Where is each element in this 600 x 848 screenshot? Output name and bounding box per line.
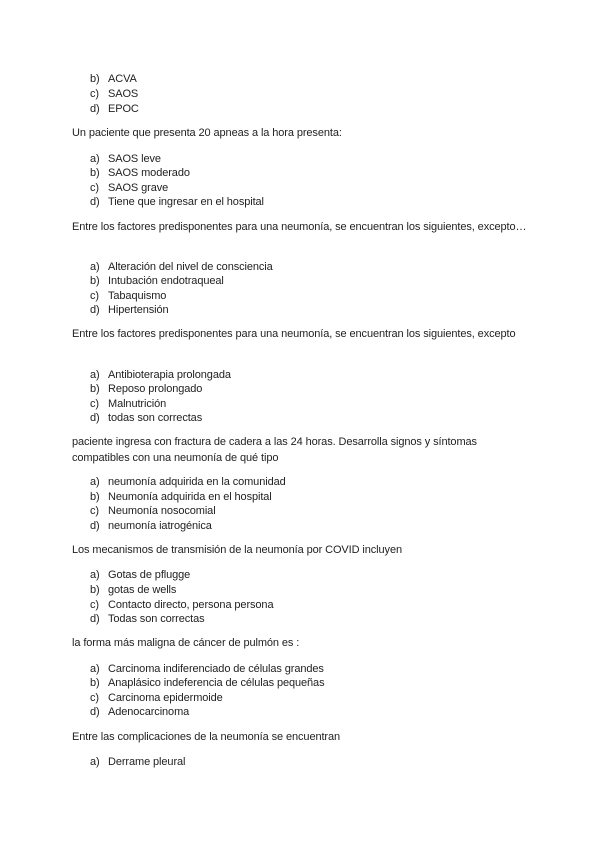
option-a: a) Derrame pleural: [90, 756, 186, 768]
question-text: Entre los factores predisponentes para una neumonía, se encuentran los siguientes, excepto…: [72, 221, 527, 233]
option-a: a) Carcinoma indiferenciado de células grandes: [90, 663, 324, 675]
option-b: b) Neumonía adquirida en el hospital: [90, 491, 272, 503]
option-b: b) SAOS moderado: [90, 167, 190, 179]
question-text: paciente ingresa con fractura de cadera a las 24 horas. Desarrolla signos y síntomas compatibles con una neumonía de qué tipo: [72, 436, 477, 464]
option-a: a) Gotas de pflugge: [90, 569, 191, 581]
question-text: Entre las complicaciones de la neumonía se encuentran: [72, 731, 341, 743]
question-text: Un paciente que presenta 20 apneas a la hora presenta:: [72, 127, 342, 139]
option-a: a) neumonía adquirida en la comunidad: [90, 476, 286, 488]
option-b: b) Anaplásico indeferencia de células pequeñas: [90, 677, 325, 689]
option-b: b) Intubación endotraqueal: [90, 275, 224, 287]
option-d: d) todas son correctas: [90, 412, 203, 424]
option-b: b) Reposo prolongado: [90, 383, 203, 395]
option-b: b) ACVA: [90, 73, 137, 85]
option-d: d) Hipertensión: [90, 304, 169, 316]
option-c: c) Malnutrición: [90, 398, 167, 410]
option-c: c) Carcinoma epidermoide: [90, 692, 223, 704]
option-c: c) Tabaquismo: [90, 290, 167, 302]
option-c: c) Contacto directo, persona persona: [90, 599, 274, 611]
option-d: d) neumonía iatrogénica: [90, 520, 212, 532]
question-text: la forma más maligna de cáncer de pulmón es :: [72, 637, 300, 649]
option-d: d) Tiene que ingresar en el hospital: [90, 196, 264, 208]
question-text: Entre los factores predisponentes para una neumonía, se encuentran los siguientes, excepto: [72, 328, 516, 340]
option-c: c) SAOS grave: [90, 182, 169, 194]
option-a: a) Alteración del nivel de consciencia: [90, 261, 273, 273]
option-c: c) Neumonía nosocomial: [90, 505, 216, 517]
option-a: a) SAOS leve: [90, 153, 161, 165]
question-text: Los mecanismos de transmisión de la neumonía por COVID incluyen: [72, 544, 402, 556]
option-c: c) SAOS: [90, 88, 139, 100]
option-d: d) Adenocarcinoma: [90, 706, 190, 718]
option-a: a) Antibioterapia prolongada: [90, 369, 231, 381]
option-d: d) EPOC: [90, 103, 139, 115]
option-b: b) gotas de wells: [90, 584, 177, 596]
option-d: d) Todas son correctas: [90, 613, 205, 625]
